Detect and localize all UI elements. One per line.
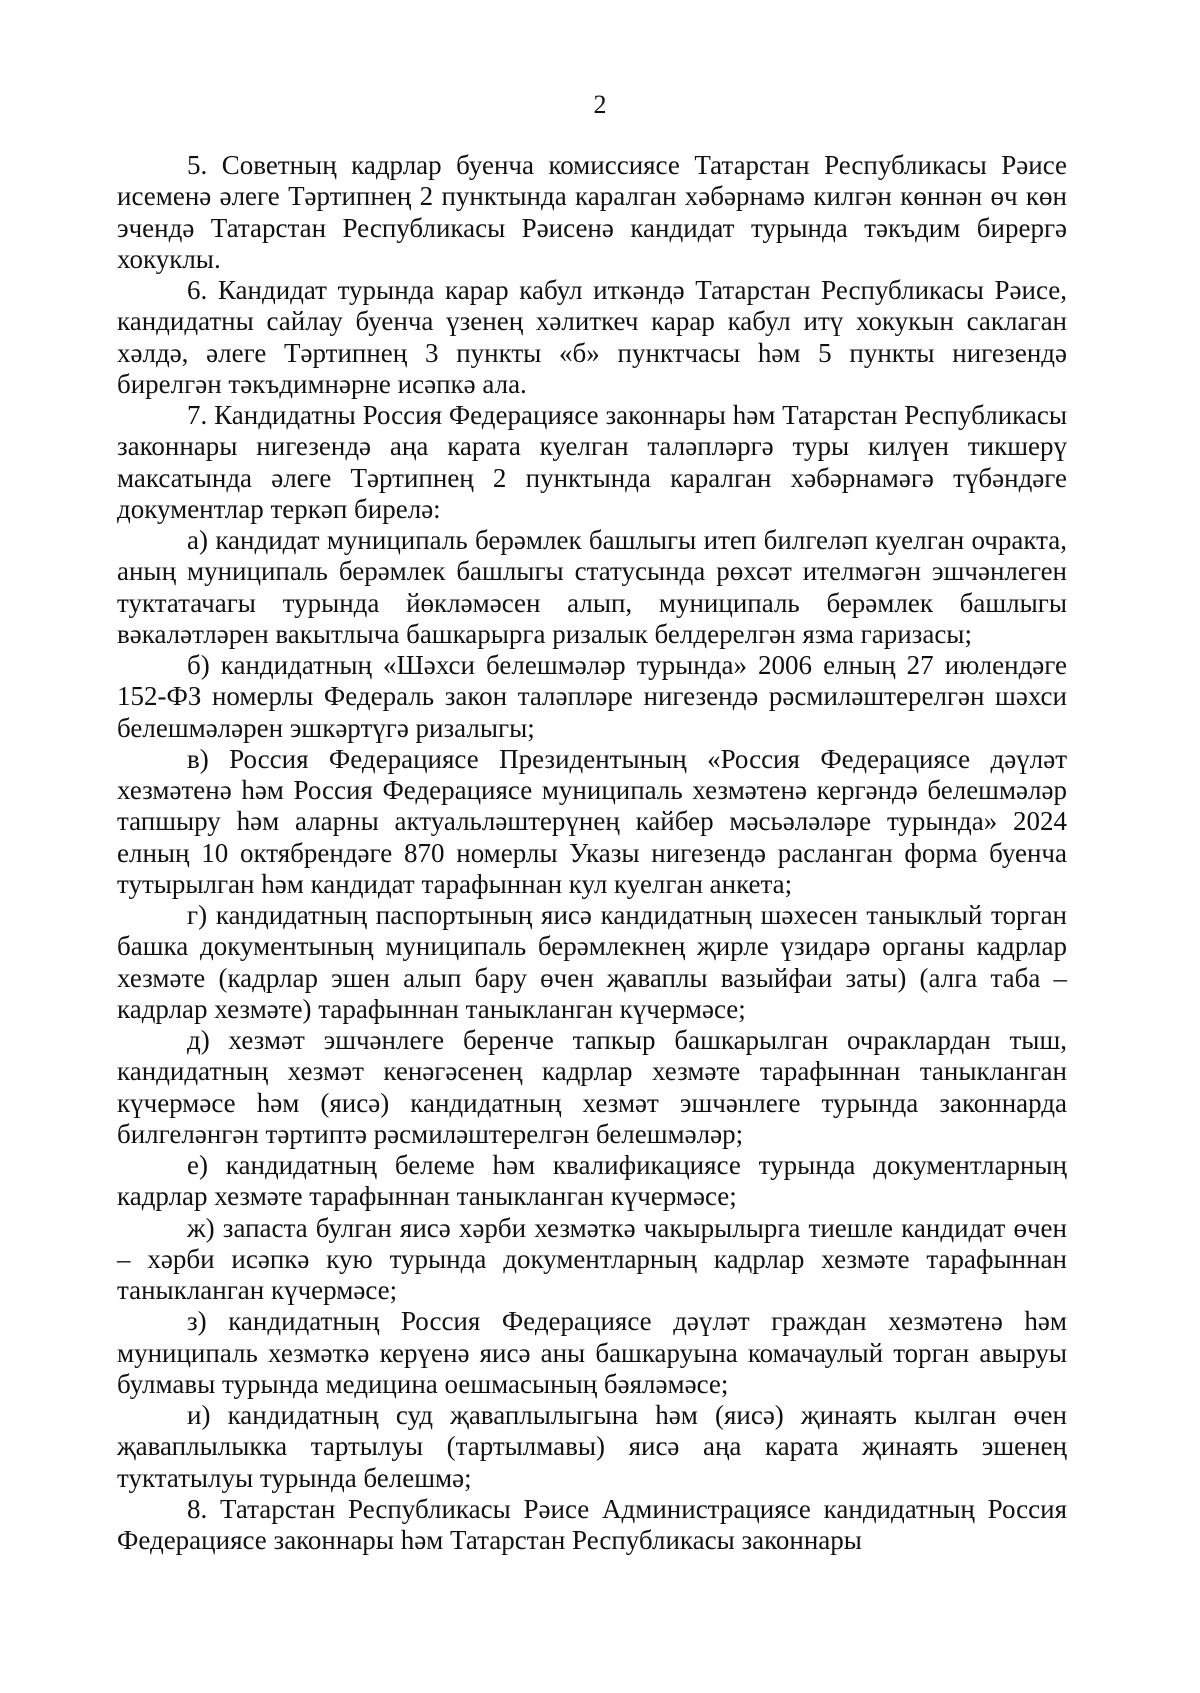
paragraph-6-decision: 6. Кандидат турында карар кабул иткәндә Татарстан Республикасы Рәисе, кандидатны сайлау буенча үзенең хәлиткеч карар кабул итү хокукын саклаган хәлдә, әлеге Тәртипнең 3 пункты «б» пунктчасы һәм 5 пункты нигезендә бирелгән тәкъдимнәрне исәпкә ала. — [117, 275, 1067, 399]
item-v-questionnaire: в) Россия Федерациясе Президентының «Россия Федерациясе дәүләт хезмәтенә һәм Россия Федерациясе муниципаль хезмәтенә кергәндә белешмәләр тапшыру һәм аларны актуальләштерүнең кайбер мәсьәләләре турында» 2024 елның 10 октябрендәге 870 номерлы Указы нигезендә расланган форма буенча тутырылган һәм кандидат тарафыннан кул куелган анкета; — [117, 743, 1067, 899]
document-body — [117, 150, 1067, 1556]
item-a-consent-statement: а) кандидат муниципаль берәмлек башлыгы итеп билгеләп куелган очракта, аның муниципаль берәмлек башлыгы статусында рөхсәт ителмәгән эшчәнлеген туктатачагы турында йөкләмәсен алып, муниципаль берәмлек башлыгы вәкаләтләрен вакытлыча башкарырга ризалык белдерелгән язма гаризасы; — [117, 525, 1067, 649]
page-number: 2 — [593, 90, 607, 119]
item-z-medical-report: з) кандидатның Россия Федерациясе дәүләт граждан хезмәтенә һәм муниципаль хезмәткә керүенә яисә аны башкаруына комачаулый торган авыруы булмавы турында медицина оешмасының бәяләмәсе; — [117, 1306, 1067, 1399]
paragraph-8-administration: 8. Татарстан Республикасы Рәисе Администрациясе кандидатның Россия Федерациясе законнары һәм Татарстан Республикасы законнары — [117, 1493, 1067, 1555]
item-i-criminal-record-certificate: и) кандидатның суд җаваплылыгына һәм (яисә) җинаять кылган өчен җаваплылыкка тартылуы (тартылмавы) яисә аңа карата җинаять эшенең туктатылуы турында белешмә; — [117, 1400, 1067, 1493]
item-g-passport-copy: г) кандидатның паспортының яисә кандидатның шәхесен таныклый торган башка документының муниципаль берәмлекнең җирле үзидарә органы кадрлар хезмәте (кадрлар эшен алып бару өчен җаваплы вазыйфаи заты) (алга таба – кадрлар хезмәте) тарафыннан таныкланган күчермәсе; — [117, 900, 1067, 1024]
paragraph-7-documents: 7. Кандидатны Россия Федерациясе законнары һәм Татарстан Республикасы законнары нигезендә аңа карата куелган таләпләргә туры килүен тикшерү максатында әлеге Тәртипнең 2 пунктында каралган хәбәрнамәгә түбәндәге документлар теркәп бирелә: — [117, 400, 1067, 524]
item-zh-military-registration: ж) запаста булган яисә хәрби хезмәткә чакырылырга тиешле кандидат өчен – хәрби исәпкә кую турында документларның кадрлар хезмәте тарафыннан таныкланган күчермәсе; — [117, 1212, 1067, 1305]
paragraph-5-council-commission: 5. Советның кадрлар буенча комиссиясе Татарстан Республикасы Рәисе исеменә әлеге Тәртипнең 2 пунктында каралган хәбәрнамә килгән көннән өч көн эчендә Татарстан Республикасы Рәисенә кандидат турында тәкъдим бирергә хокуклы. — [117, 150, 1067, 274]
item-e-education-documents: е) кандидатның белеме һәм квалификациясе турында документларның кадрлар хезмәте тарафыннан таныкланган күчермәсе; — [117, 1150, 1067, 1212]
item-d-employment-record: д) хезмәт эшчәнлеге беренче тапкыр башкарылган очраклардан тыш, кандидатның хезмәт кенәгәсенең кадрлар хезмәте тарафыннан таныкланган күчермәсе һәм (яисә) кандидатның хезмәт эшчәнлеге турында законнарда билгеләнгән тәртиптә рәсмиләштерелгән белешмәләр; — [117, 1025, 1067, 1149]
item-b-personal-data-consent: б) кандидатның «Шәхси белешмәләр турында» 2006 елның 27 июлендәге 152-ФЗ номерлы Федераль закон таләпләре нигезендә рәсмиләштерелгән шәхси белешмәләрен эшкәртүгә ризалыгы; — [117, 650, 1067, 743]
